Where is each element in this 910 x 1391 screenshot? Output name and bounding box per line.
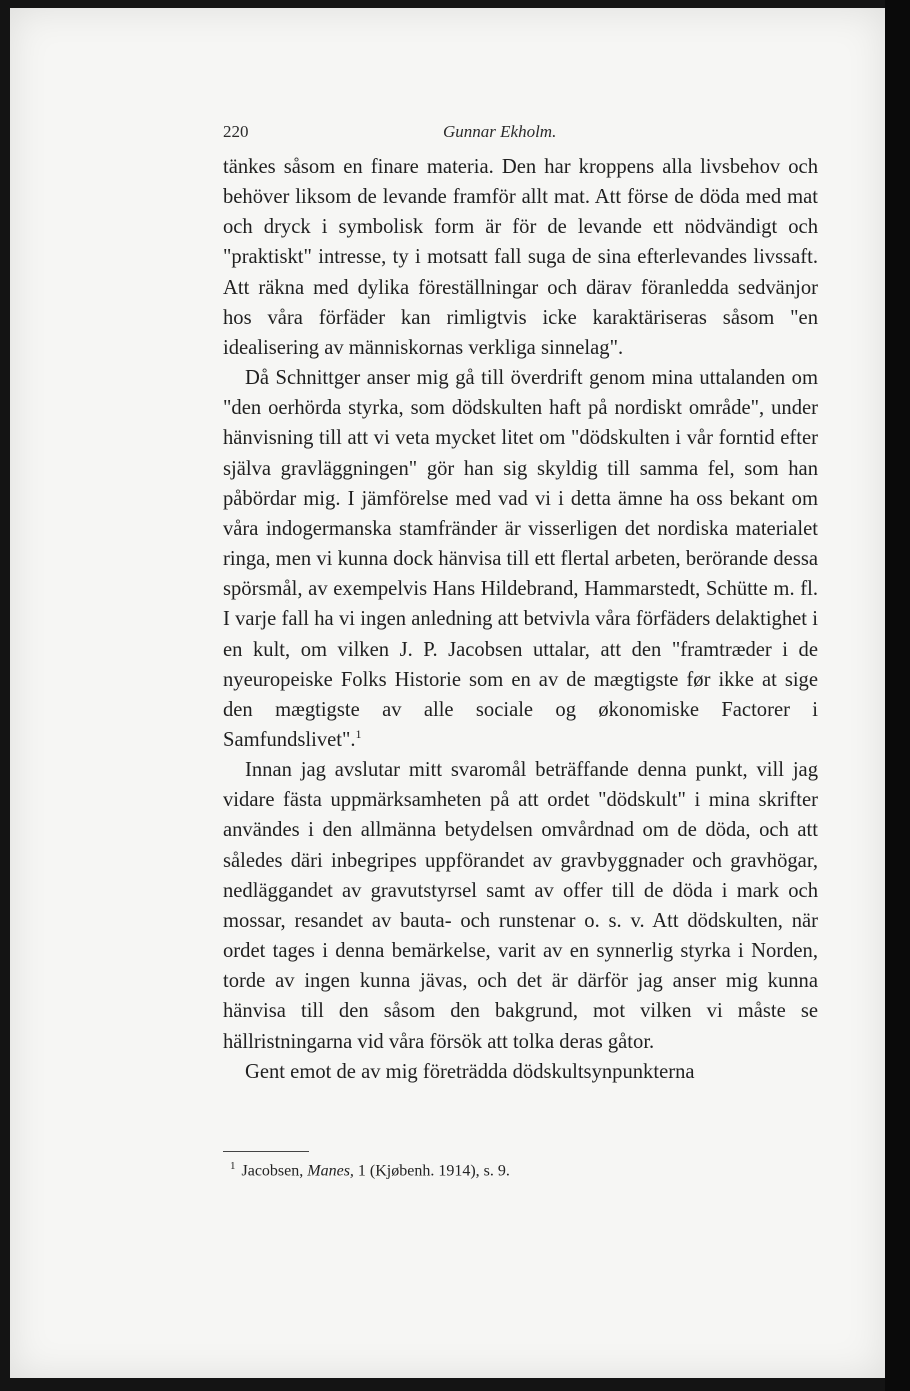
paragraph-4: Gent emot de av mig företrädda dödskultsynpunkterna [245, 1060, 695, 1083]
page-header [223, 118, 818, 148]
body-text [223, 152, 818, 1087]
scan-border [885, 0, 910, 1391]
paragraph-3: Innan jag avslutar mitt svaromål beträffande denna punkt, vill jag vidare fästa uppmärksamheten på att ordet "dödskult" i mina skrifter användes i den allmänna betydelsen omvårdnad om de döda, och att således däri inbegripes uppförandet av gravbyggnader och gravhögar, nedläggandet av gravutstyrsel samt av offer till de döda i mark och mossar, resandet av bauta- och runstenar o. s. v. Att dödskulten, när ordet tages i denna bemärkelse, varit av en synnerlig styrka i Norden, torde av ingen kunna jävas, och det är därför jag anser mig kunna hänvisa till den såsom den bakgrund, mot vilken vi måste se hällristningarna vid våra försök att tolka deras gåtor. [223, 759, 818, 1053]
paragraph-2-text: Då Schnittger anser mig gå till överdrift genom mina uttalanden om "den oerhörda styrka, som dödskulten haft på nordiskt område", under hänvisning till att vi veta mycket litet om "dödskulten i vår forntid efter själva gravläggningen" gör han sig skyldig till samma fel, som han påbördar mig. I jämförelse med vad vi i detta ämne ha oss bekant om våra indogermanska stamfränder är visserligen det nordiska materialet ringa, men vi kunna dock hänvisa till ett flertal arbeten, berörande dessa spörsmål, av exempelvis Hans Hildebrand, Hammarstedt, Schütte m. fl. I varje fall ha vi ingen anledning att betvivla våra förfäders delaktighet i en kult, om vilken J. P. Jacobsen uttalar, att den "framtræder i de nyeuropeiske Folks Historie som en av de mægtigste før ikke at sige den mægtigste av alle sociale og økonomiske Factorer i Samfundslivet". [223, 367, 818, 751]
footnote-title: Manes, [307, 1162, 354, 1180]
footnote-mark: 1 [230, 1160, 236, 1172]
page-number: 220 [223, 122, 249, 141]
footnote-text-after: 1 (Kjøbenh. 1914), s. 9. [353, 1162, 510, 1180]
footnote-text-before: Jacobsen, [241, 1162, 308, 1180]
footnote-divider [223, 1151, 309, 1152]
footnote [230, 1155, 810, 1182]
paragraph-2 [223, 363, 818, 755]
footnote-reference[interactable]: 1 [355, 727, 362, 742]
paragraph-1: tänkes såsom en finare materia. Den har kroppens alla livsbehov och behöver liksom de levande framför allt mat. Att förse de döda med mat och dryck i symbolisk form är för de levande ett nödvändigt och "praktiskt" intresse, ty i motsatt fall suga de sina efterlevandes livssaft. Att räkna med dylika föreställningar och därav föranledda sedvänjor hos våra förfäder kan rimligtvis icke karaktäriseras såsom "en idealisering av människornas verkliga sinnelag". [223, 156, 818, 359]
running-head: Gunnar Ekholm. [443, 122, 557, 141]
